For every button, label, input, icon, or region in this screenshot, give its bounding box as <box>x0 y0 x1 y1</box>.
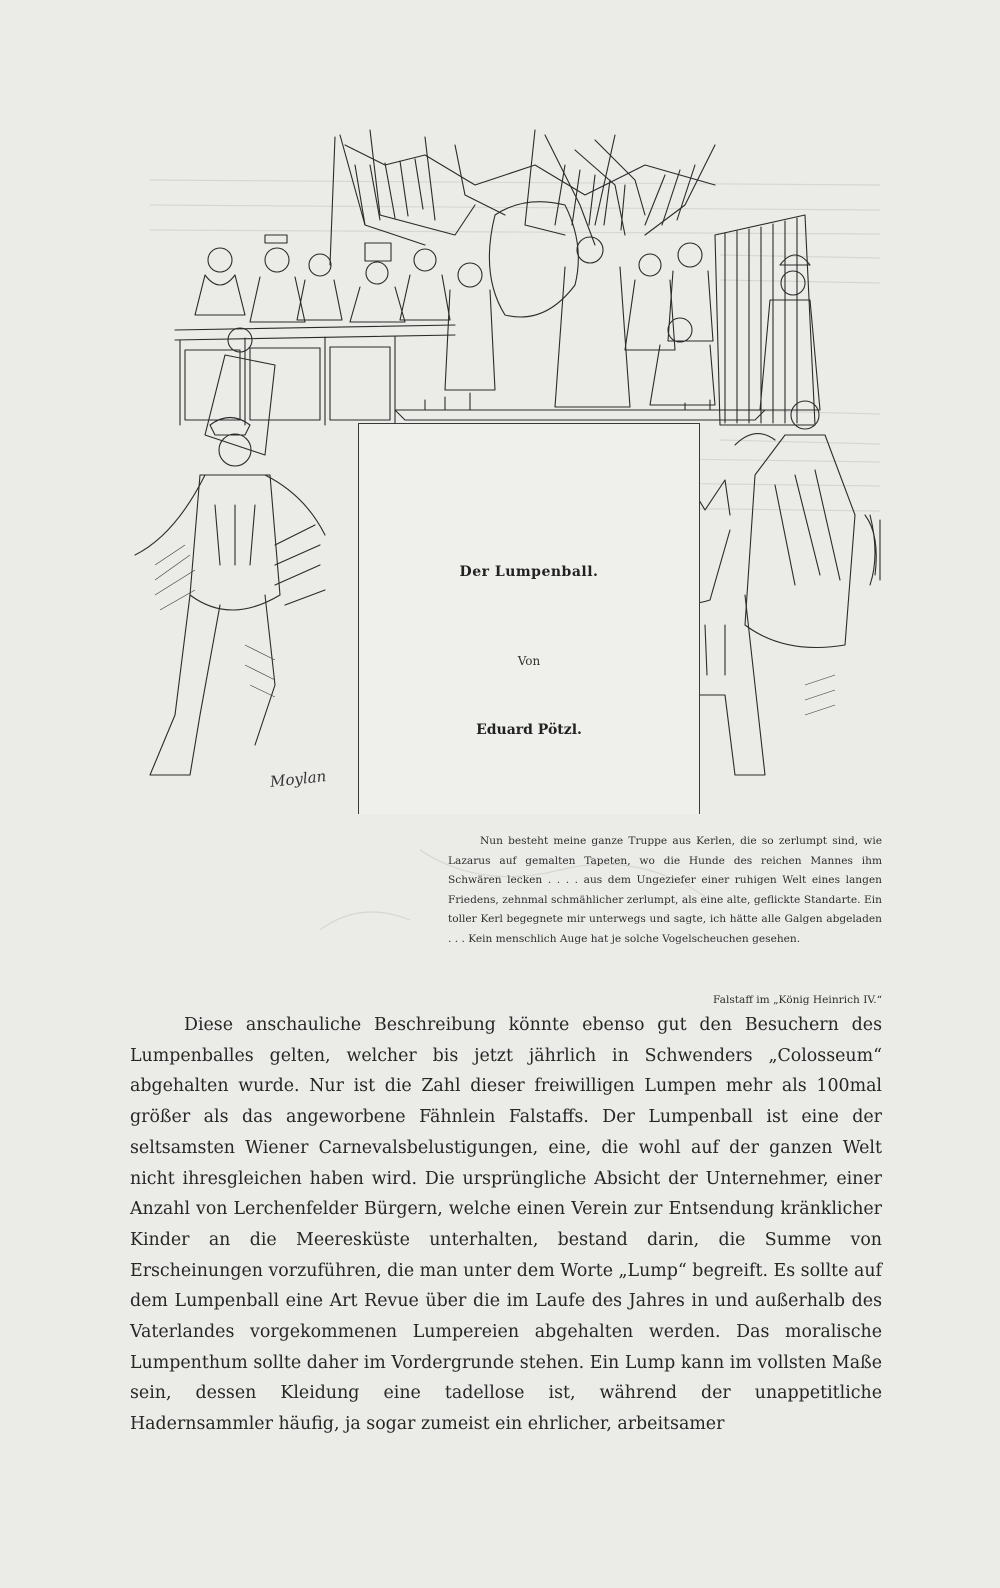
central-shield <box>489 202 578 317</box>
body-paragraph: Diese anschauliche Beschreibung könnte ebenso gut den Besuchern des Lumpenballes gelten, welcher bis jetzt jährlich in Schwenders „Colosseum“ abgehalten wurde. Nur ist die Zahl dieser freiwilligen Lumpen mehr als 100mal größer als das angeworbene Fähnlein Falstaffs. Der Lumpenball ist eine der seltsamsten Wiener Carnevalsbelustigungen, eine, die wohl auf der ganzen Welt nicht ihresgleichen haben wird. Die ursprüngliche Absicht der Unternehmer, einer Anzahl von Lerchenfelder Bürgern, welche einen Verein zur Entsendung kränklicher Kinder an die Meeresküste unterhalten, bestand darin, die Summe von Erscheinungen vorzuführen, die man unter dem Worte „Lump“ begreift. Es sollte auf dem Lumpenball eine Art Revue über die im Laufe des Jahres in und außerhalb des Vaterlandes vorgekommenen Lumpereien abgehalten werden. Das moralische Lumpenthum sollte daher im Vordergrunde stehen. Ein Lump kann im vollsten Maße sein, dessen Kleidung eine tadellose ist, während der unappetitliche Hadernsammler häufig, ja sogar zumeist ein ehrlicher, arbeitsamer <box>130 1015 882 1435</box>
byline-von: Von <box>517 654 541 668</box>
artist-signature: Moylan <box>269 767 328 791</box>
man-with-coat-figure <box>735 401 880 648</box>
epigraph-source: Falstaff im „König Heinrich IV.“ <box>713 994 882 1006</box>
seated-worker-figure <box>135 418 325 776</box>
body-text <box>130 1010 882 1440</box>
epigraph-text: Nun besteht meine ganze Truppe aus Kerlen, die so zerlumpt sind, wie Lazarus auf gemalten Tapeten, wo die Hunde des reichen Mannes ihm Schwären lecken . . . . aus dem Ungeziefer einer ruhigen Welt eines langen Friedens, zehnmal schmählicher zerlumpt, als eine alte, geflickte Standarte. Ein toller Kerl begegnete mir unterwegs und sagte, ich hätte alle Galgen abgeladen . . . Kein menschlich Auge hat je solche Vogelscheuchen gesehen. <box>448 835 882 945</box>
title-panel <box>358 423 700 814</box>
flag-drapery <box>330 130 715 265</box>
epigraph <box>448 832 882 950</box>
author-name: Eduard Pötzl. <box>476 722 582 738</box>
wooden-wall <box>715 215 815 425</box>
article-title: Der Lumpenball. <box>459 564 599 580</box>
